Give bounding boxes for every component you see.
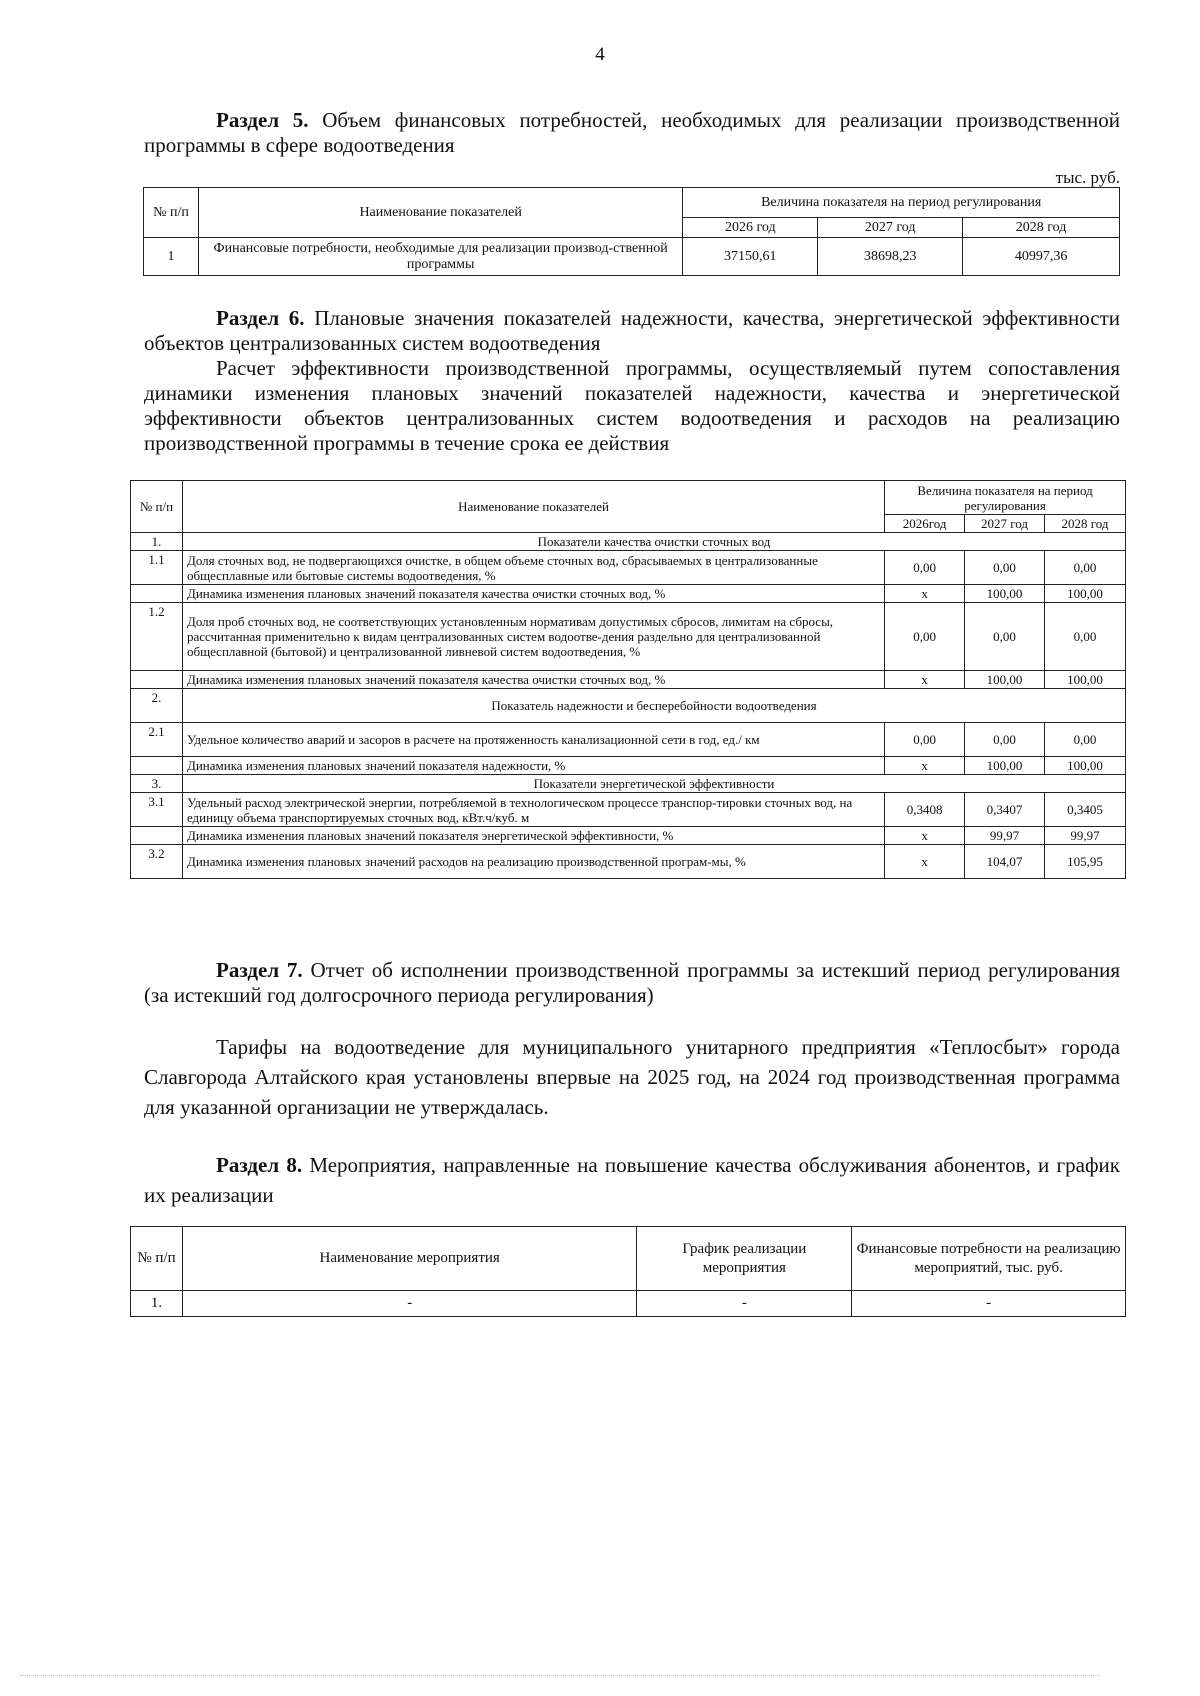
row-value: 37150,61 [683, 238, 818, 276]
row-value: 100,00 [965, 671, 1045, 689]
section5-unit: тыс. руб. [1055, 168, 1120, 187]
row-num: 2. [131, 689, 183, 723]
row-value: 99,97 [1045, 827, 1126, 845]
row-num: 1. [131, 533, 183, 551]
table-row [131, 585, 1126, 603]
group-row [131, 689, 1126, 723]
section6-paragraph: Расчет эффективности производственной программы, осуществляемый путем сопоставления динамики изменения плановых значений показателей надежности, качества и энергетической эффективности объектов централизованных систем водоотведения и расходов на реализацию производственной программы в течение срока ее действия [144, 356, 1120, 455]
header-num: № п/п [144, 188, 199, 238]
header-period: Величина показателя на период регулирования [885, 481, 1126, 515]
row-value: 0,3408 [885, 793, 965, 827]
header-period: Величина показателя на период регулирования [683, 188, 1120, 218]
header-year: 2027 год [818, 218, 963, 238]
row-value: 40997,36 [963, 238, 1120, 276]
header-year: 2028 год [1045, 515, 1126, 533]
section7-heading [144, 958, 1120, 1008]
row-num: 3.2 [131, 845, 183, 879]
section5-table [143, 187, 1120, 276]
section8-label: Раздел 8. [216, 1153, 303, 1177]
row-name: Динамика изменения плановых значений расходов на реализацию производственной програм-мы, % [182, 845, 884, 879]
row-value: 99,97 [965, 827, 1045, 845]
row-value: 0,00 [885, 603, 965, 671]
row-value: 0,00 [885, 551, 965, 585]
row-name: Динамика изменения плановых значений показателя надежности, % [182, 757, 884, 775]
section5-heading [144, 108, 1120, 158]
row-num: 2.1 [131, 723, 183, 757]
section5-title: Объем финансовых потребностей, необходимых для реализации производственной программы в сфере водоотведения [144, 108, 1120, 157]
row-value: 0,3405 [1045, 793, 1126, 827]
header-name: Наименование показателей [198, 188, 682, 238]
row-num: 1.2 [131, 603, 183, 671]
header-finance: Финансовые потребности на реализацию мероприятий, тыс. руб. [852, 1227, 1126, 1291]
row-name: - [182, 1291, 636, 1317]
section8-heading [144, 1150, 1120, 1210]
section7-title: Отчет об исполнении производственной программы за истекший период регулирования (за истекший год долгосрочного периода регулирования) [144, 958, 1120, 1007]
row-num: 3. [131, 775, 183, 793]
row-value: 105,95 [1045, 845, 1126, 879]
row-name: Динамика изменения плановых значений показателя качества очистки сточных вод, % [182, 585, 884, 603]
group-title: Показатели качества очистки сточных вод [182, 533, 1125, 551]
row-value: 0,00 [965, 603, 1045, 671]
group-title: Показатели энергетической эффективности [182, 775, 1125, 793]
row-name: Динамика изменения плановых значений показателя качества очистки сточных вод, % [182, 671, 884, 689]
table-row [144, 238, 1120, 276]
table-row [131, 671, 1126, 689]
header-num: № п/п [131, 1227, 183, 1291]
row-name: Удельный расход электрической энергии, потребляемой в технологическом процессе транспор-тировки сточных вод, на единицу объема транспортируемых сточных вод, кВт.ч/куб. м [182, 793, 884, 827]
row-value: 104,07 [965, 845, 1045, 879]
section6-paragraph-block [144, 356, 1120, 456]
row-value: х [885, 671, 965, 689]
table-row [131, 757, 1126, 775]
row-value: 0,00 [1045, 603, 1126, 671]
row-num: 3.1 [131, 793, 183, 827]
table-row [131, 1291, 1126, 1317]
row-value: 0,3407 [965, 793, 1045, 827]
section7-label: Раздел 7. [216, 958, 303, 982]
section7-paragraph: Тарифы на водоотведение для муниципального унитарного предприятия «Теплосбыт» города Славгорода Алтайского края установлены впервые на 2025 год, на 2024 год производственная программа для указанной организации не утверждалась. [144, 1035, 1120, 1119]
header-schedule: График реализации мероприятия [637, 1227, 852, 1291]
row-value: 100,00 [965, 585, 1045, 603]
row-num [131, 757, 183, 775]
section6-table [130, 480, 1126, 879]
header-year: 2026год [885, 515, 965, 533]
header-year: 2028 год [963, 218, 1120, 238]
header-year: 2027 год [965, 515, 1045, 533]
section5-label: Раздел 5. [216, 108, 309, 132]
table-row [131, 793, 1126, 827]
row-value: х [885, 827, 965, 845]
row-value: 0,00 [965, 723, 1045, 757]
scan-artifact-line [20, 1675, 1100, 1676]
table-row [131, 551, 1126, 585]
row-value: 100,00 [1045, 585, 1126, 603]
row-name: Удельное количество аварий и засоров в расчете на протяженность канализационной сети в год, ед./ км [182, 723, 884, 757]
row-value: 0,00 [1045, 551, 1126, 585]
row-value: 38698,23 [818, 238, 963, 276]
section8-table [130, 1226, 1126, 1317]
row-value: х [885, 845, 965, 879]
header-year: 2026 год [683, 218, 818, 238]
row-value: 0,00 [1045, 723, 1126, 757]
table-row [131, 827, 1126, 845]
row-name: Динамика изменения плановых значений показателя энергетической эффективности, % [182, 827, 884, 845]
row-value: 0,00 [885, 723, 965, 757]
row-finance: - [852, 1291, 1126, 1317]
group-row [131, 775, 1126, 793]
row-num [131, 827, 183, 845]
row-value: х [885, 585, 965, 603]
row-num: 1.1 [131, 551, 183, 585]
row-value: 100,00 [1045, 757, 1126, 775]
table-row [131, 845, 1126, 879]
row-name: Доля проб сточных вод, не соответствующих установленным нормативам допустимых сбросов, лимитам на сбросы, рассчитанная применительно к видам централизованных систем водоотве-дения раздельно для централизованной общесплавной (бытовой) и централизованной ливневой систем водоотведения, % [182, 603, 884, 671]
table-row [131, 723, 1126, 757]
row-value: 0,00 [965, 551, 1045, 585]
header-name: Наименование показателей [182, 481, 884, 533]
header-name: Наименование мероприятия [182, 1227, 636, 1291]
group-title: Показатель надежности и бесперебойности водоотведения [182, 689, 1125, 723]
table-row [131, 603, 1126, 671]
row-value: 100,00 [1045, 671, 1126, 689]
row-num: 1 [144, 238, 199, 276]
header-num: № п/п [131, 481, 183, 533]
row-name: Доля сточных вод, не подвергающихся очистке, в общем объеме сточных вод, сбрасываемых в централизованные общесплавные или бытовые системы водоотведения, % [182, 551, 884, 585]
section6-title: Плановые значения показателей надежности, качества, энергетической эффективности объектов централизованных систем водоотведения [144, 306, 1120, 355]
row-num: 1. [131, 1291, 183, 1317]
group-row [131, 533, 1126, 551]
section6-label: Раздел 6. [216, 306, 305, 330]
section6-heading [144, 306, 1120, 356]
row-value: х [885, 757, 965, 775]
section7-paragraph-block [144, 1032, 1120, 1122]
row-num [131, 671, 183, 689]
row-name: Финансовые потребности, необходимые для реализации производ-ственной программы [198, 238, 682, 276]
section8-title: Мероприятия, направленные на повышение качества обслуживания абонентов, и график их реализации [144, 1153, 1120, 1207]
row-schedule: - [637, 1291, 852, 1317]
page-number: 4 [595, 44, 605, 65]
row-value: 100,00 [965, 757, 1045, 775]
row-num [131, 585, 183, 603]
